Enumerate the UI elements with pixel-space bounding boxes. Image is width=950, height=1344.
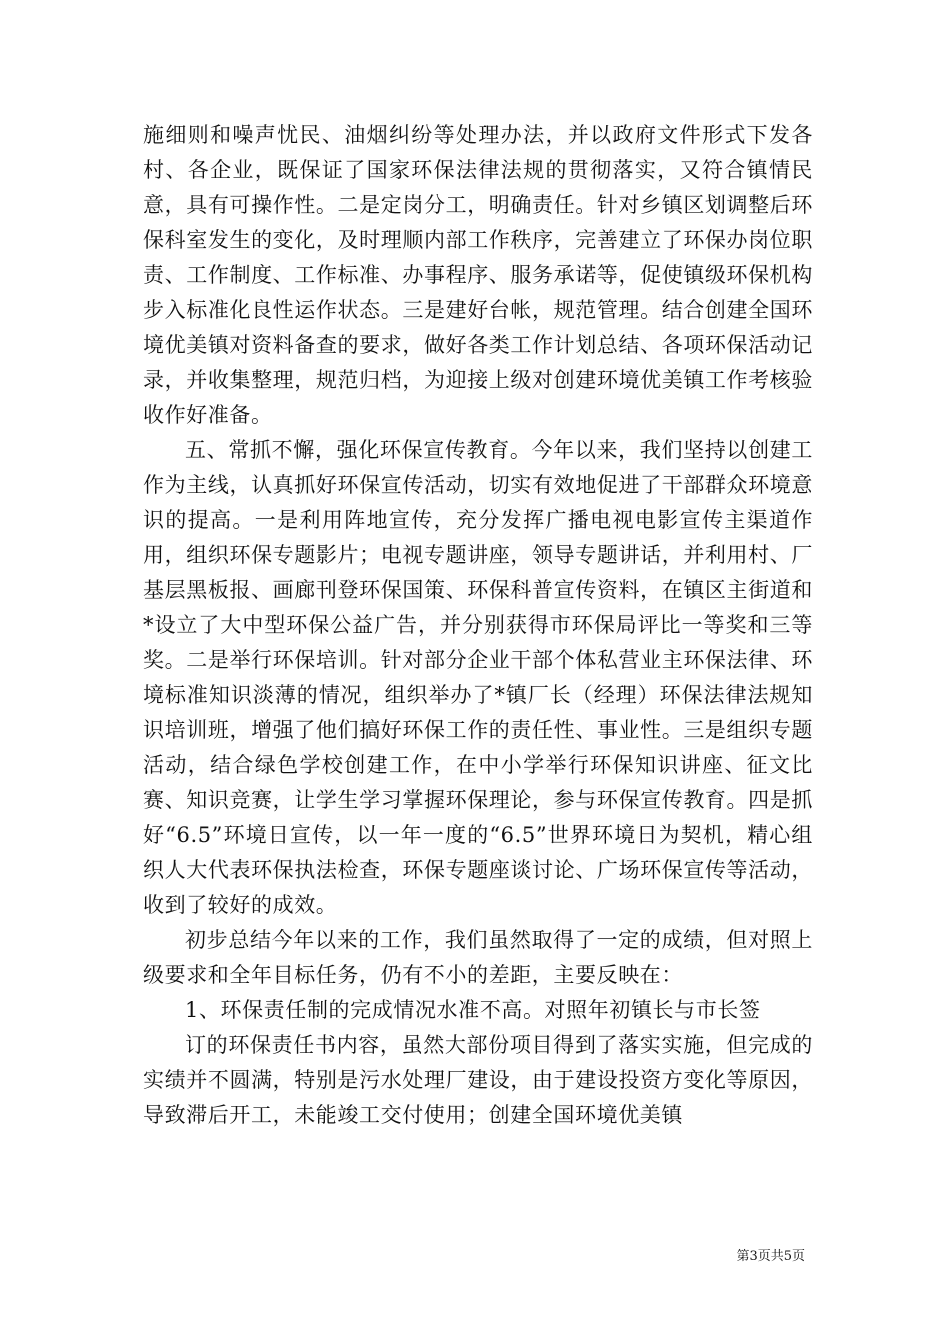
paragraph-summary: 初步总结今年以来的工作，我们虽然取得了一定的成绩，但对照上级要求和全年目标任务，仍有不小的差距，主要反映在： (143, 928, 813, 987)
document-body (143, 118, 813, 1133)
paragraph-section-five: 五、常抓不懈，强化环保宣传教育。今年以来，我们坚持以创建工作为主线，认真抓好环保宣传活动，切实有效地促进了干部群众环境意识的提高。一是利用阵地宣传，充分发挥广播电视电影宣传主渠道作用，组织环保专题影片；电视专题讲座，领导专题讲话，并利用村、厂基层黑板报、画廊刊登环保国策、环保科普宣传资料，在镇区主街道和*设立了大中型环保公益广告，并分别获得市环保局评比一等奖和三等奖。二是举行环保培训。针对部分企业干部个体私营业主环保法律、环境标准知识淡薄的情况，组织举办了*镇厂长（经理）环保法律法规知识培训班，增强了他们搞好环保工作的责任性、事业性。三是组织专题活动，结合绿色学校创建工作，在中小学举行环保知识讲座、征文比赛、知识竞赛，让学生学习掌握环保理论，参与环保宣传教育。四是抓好“6.5”环境日宣传，以一年一度的“6.5”世界环境日为契机，精心组织人大代表环保执法检查，环保专题座谈讨论、广场环保宣传等活动，收到了较好的成效。 (143, 438, 813, 917)
paragraph-item-one: 1、环保责任制的完成情况水准不高。对照年初镇长与市长签 (185, 998, 761, 1022)
paragraph-continuation: 施细则和噪声忧民、油烟纠纷等处理办法，并以政府文件形式下发各村、各企业，既保证了国家环保法律法规的贯彻落实，又符合镇情民意，具有可操作性。二是定岗分工，明确责任。针对乡镇区划调整后环保科室发生的变化，及时理顺内部工作秩序，完善建立了环保办岗位职责、工作制度、工作标准、办事程序、服务承诺等，促使镇级环保机构步入标准化良性运作状态。三是建好台帐，规范管理。结合创建全国环境优美镇对资料备查的要求，做好各类工作计划总结、各项环保活动记录，并收集整理，规范归档，为迎接上级对创建环境优美镇工作考核验收作好准备。 (143, 123, 813, 427)
paragraph-item-one-continued: 订的环保责任书内容，虽然大部份项目得到了落实实施，但完成的实绩并不圆满，特别是污水处理厂建设，由于建设投资方变化等原因，导致滞后开工，未能竣工交付使用；创建全国环境优美镇 (143, 1033, 813, 1127)
page-number: 第3页共5页 (736, 1249, 805, 1264)
